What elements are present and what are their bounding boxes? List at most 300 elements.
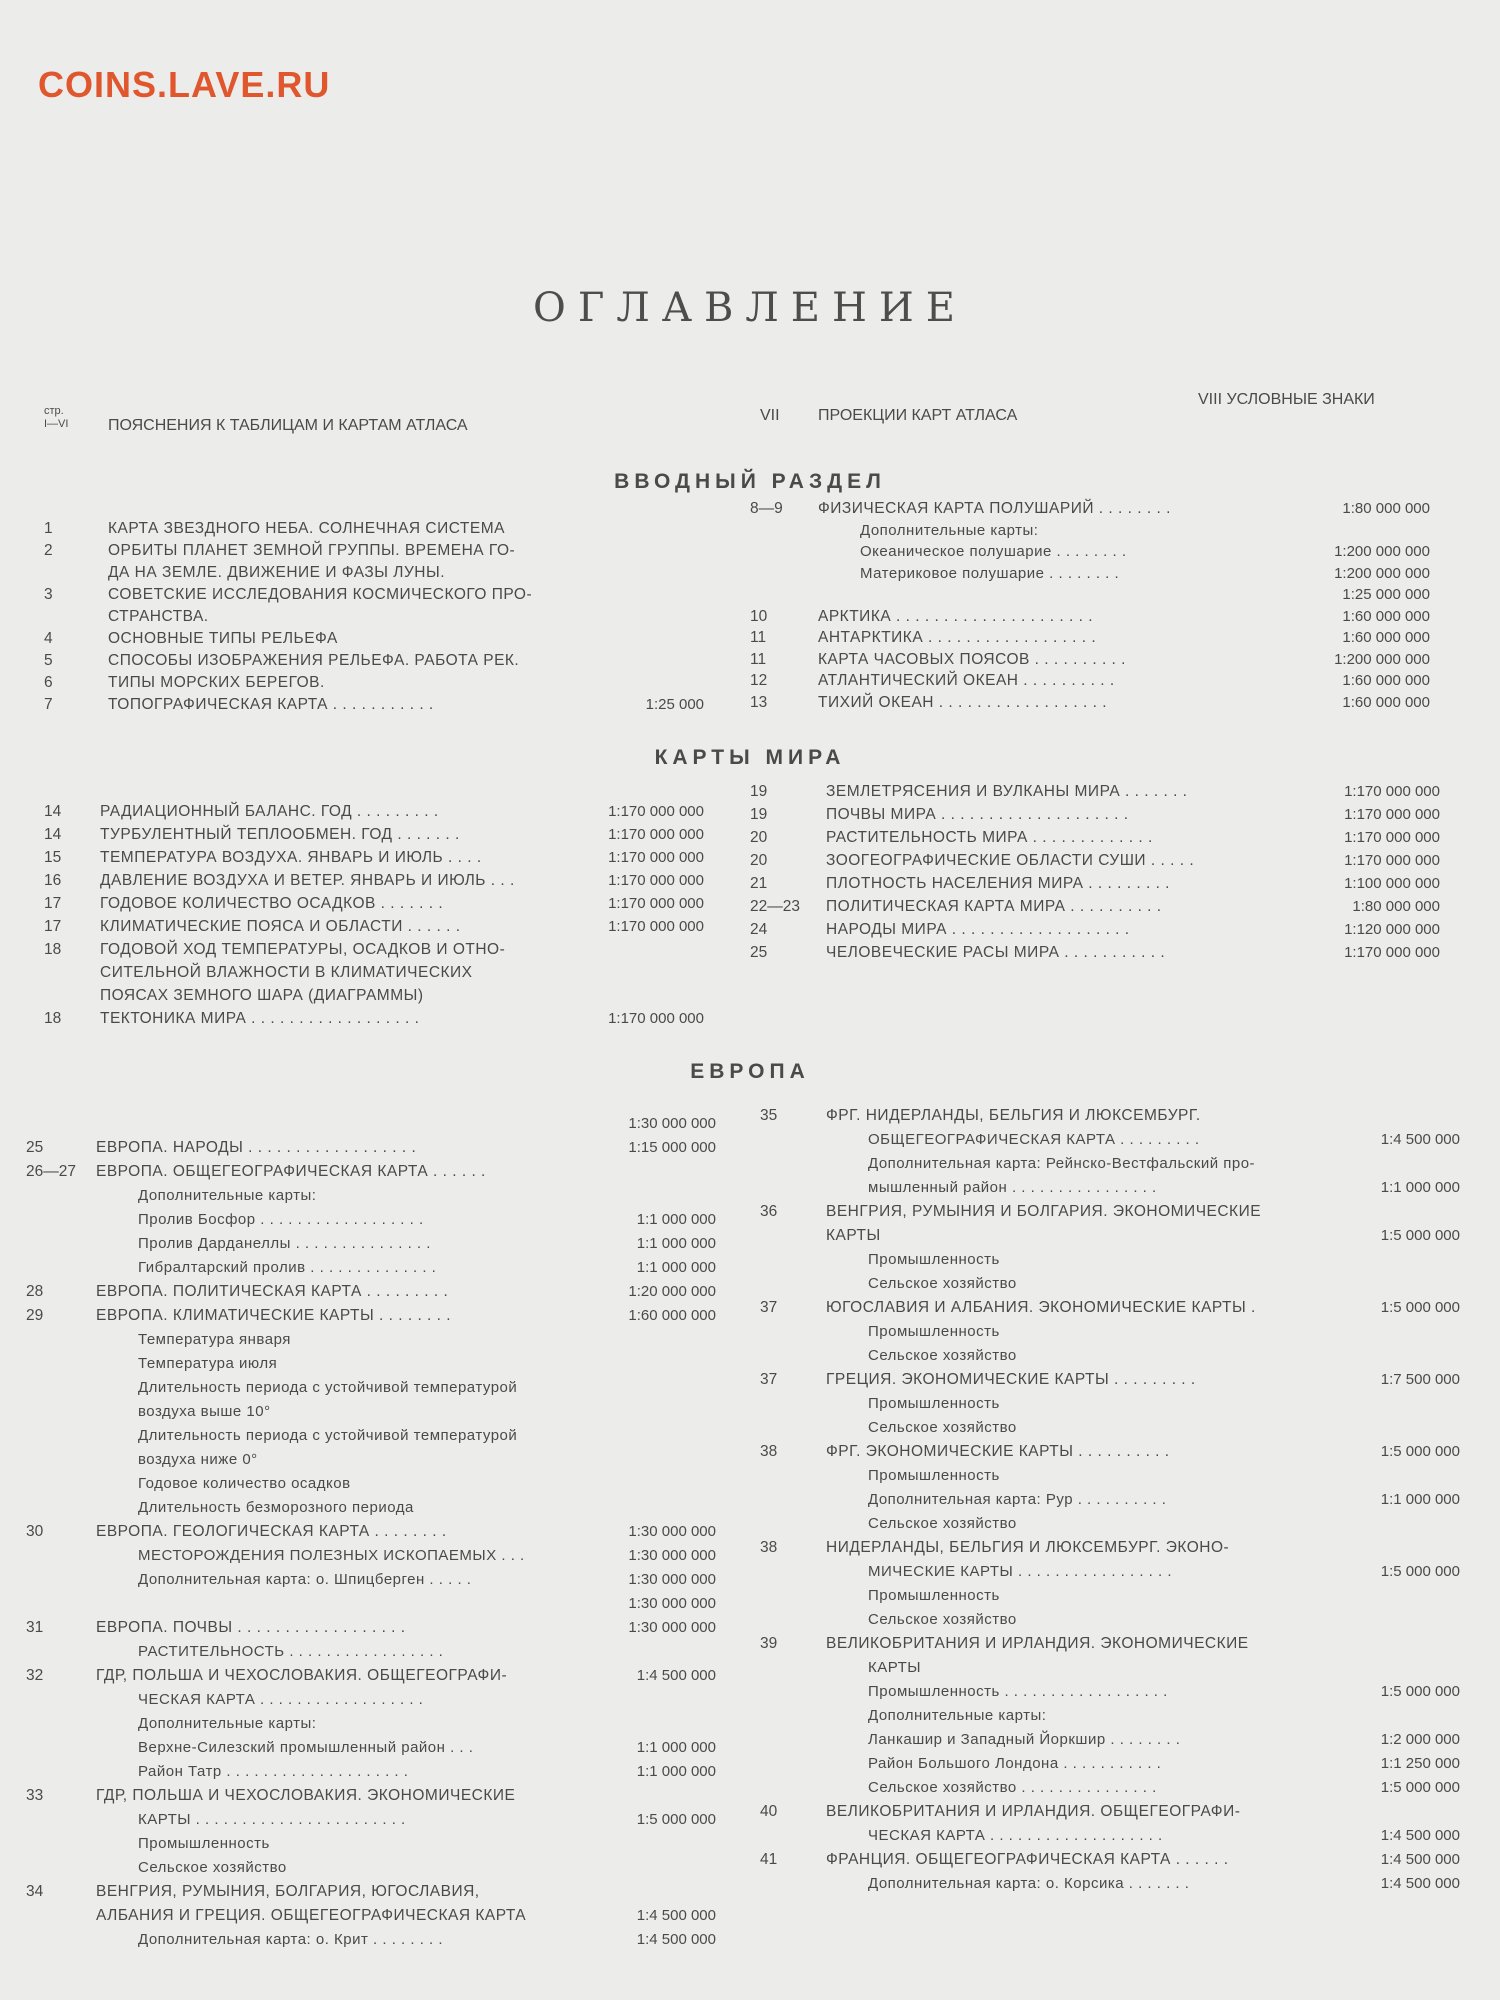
page-number: 12 (750, 672, 768, 689)
toc-entry-label: Верхне-Силезский промышленный район . . . (138, 1739, 474, 1756)
toc-entry-label: ГДР, ПОЛЬША И ЧЕХОСЛОВАКИЯ. ОБЩЕГЕОГРАФИ- (96, 1667, 508, 1684)
toc-entry (44, 672, 704, 694)
page-number: 25 (26, 1139, 44, 1156)
toc-entry (26, 1448, 716, 1472)
page-number: 36 (760, 1203, 778, 1220)
toc-entry (26, 1136, 716, 1160)
map-scale: 1:170 000 000 (608, 918, 704, 935)
map-scale: 1:4 500 000 (636, 1667, 716, 1684)
page-number: 21 (750, 875, 768, 892)
toc-entry (760, 1608, 1460, 1632)
toc-entry-label: Дополнительная карта: о. Шпицберген . . . . . (138, 1571, 472, 1588)
toc-column-intro-left (44, 518, 704, 716)
toc-entry (44, 846, 704, 869)
toc-entry (26, 1328, 716, 1352)
toc-entry-label: Материковое полушарие . . . . . . . . (860, 564, 1120, 582)
toc-entry-label: Промышленность (138, 1835, 270, 1852)
toc-entry-label: ЕВРОПА. НАРОДЫ . . . . . . . . . . . . . . . . . . (96, 1139, 417, 1156)
section-heading-intro: ВВОДНЫЙ РАЗДЕЛ (614, 470, 886, 493)
toc-entry (760, 1416, 1460, 1440)
toc-entry-label: МИЧЕСКИЕ КАРТЫ . . . . . . . . . . . . . . . . . (868, 1563, 1173, 1580)
toc-entry (44, 518, 704, 540)
toc-entry-label: АРКТИКА . . . . . . . . . . . . . . . . . . . . . (818, 607, 1094, 625)
page-number: 1 (44, 520, 53, 537)
toc-entry-label: РАСТИТЕЛЬНОСТЬ . . . . . . . . . . . . . . . . . (138, 1643, 444, 1660)
toc-entry (750, 498, 1430, 520)
toc-entry-label: мышленный район . . . . . . . . . . . . . . . . (868, 1179, 1157, 1196)
toc-entry (26, 1616, 716, 1640)
map-scale: 1:4 500 000 (1380, 1875, 1460, 1892)
page-number: 37 (760, 1299, 778, 1316)
toc-entry-label: Промышленность (868, 1467, 1000, 1484)
toc-entry-label: Дополнительные карты: (868, 1707, 1047, 1724)
map-scale: 1:80 000 000 (1342, 500, 1430, 517)
toc-entry (760, 1872, 1460, 1896)
toc-entry-label: ПОЯСАХ ЗЕМНОГО ШАРА (ДИАГРАММЫ) (100, 987, 424, 1004)
toc-entry (760, 1584, 1460, 1608)
map-scale: 1:170 000 000 (608, 803, 704, 820)
toc-entry-label: ПОЧВЫ МИРА . . . . . . . . . . . . . . . . . . . . (826, 806, 1129, 823)
toc-entry (44, 984, 704, 1007)
toc-entry-label: КАРТЫ (826, 1227, 881, 1244)
toc-entry (760, 1248, 1460, 1272)
toc-entry-label: НАРОДЫ МИРА . . . . . . . . . . . . . . . . . . . (826, 921, 1130, 938)
toc-entry (44, 869, 704, 892)
toc-entry (760, 1560, 1460, 1584)
toc-entry-label: ПРОЕКЦИИ КАРТ АТЛАСА (818, 407, 1018, 424)
map-scale: 1:200 000 000 (1334, 650, 1430, 668)
map-scale: 1:5 000 000 (1380, 1683, 1460, 1700)
toc-entry (26, 1496, 716, 1520)
toc-entry (760, 1224, 1460, 1248)
section-heading-europe: ЕВРОПА (690, 1060, 810, 1083)
toc-entry (750, 627, 1430, 649)
page-number: 18 (44, 941, 62, 958)
toc-entry-label: ГОДОВОЕ КОЛИЧЕСТВО ОСАДКОВ . . . . . . . (100, 895, 444, 912)
toc-entry (760, 1680, 1460, 1704)
toc-entry-label: РАСТИТЕЛЬНОСТЬ МИРА . . . . . . . . . . . . . (826, 829, 1153, 846)
toc-entry (750, 872, 1440, 895)
section-heading-world: КАРТЫ МИРА (654, 746, 846, 769)
map-scale: 1:5 000 000 (1380, 1779, 1460, 1796)
toc-entry-label: Температура июля (138, 1355, 278, 1372)
toc-entry (44, 961, 704, 984)
page-number: 32 (26, 1667, 44, 1684)
toc-entry-label: ТОПОГРАФИЧЕСКАЯ КАРТА . . . . . . . . . . . (108, 696, 434, 713)
page-title: ОГЛАВЛЕНИЕ (533, 285, 967, 331)
toc-entry (750, 780, 1440, 803)
toc-entry (760, 1104, 1460, 1128)
toc-entry-label: ТИХИЙ ОКЕАН . . . . . . . . . . . . . . . . . . (818, 693, 1108, 711)
toc-entry (26, 1376, 716, 1400)
toc-entry-label: ЕВРОПА. КЛИМАТИЧЕСКИЕ КАРТЫ . . . . . . . . (96, 1307, 452, 1324)
toc-entry (760, 1152, 1460, 1176)
map-scale: 1:170 000 000 (1344, 806, 1440, 823)
toc-entry (760, 1704, 1460, 1728)
toc-entry (750, 826, 1440, 849)
toc-column-world-left (44, 800, 704, 1030)
page-number: 35 (760, 1107, 778, 1124)
map-scale: 1:1 000 000 (636, 1739, 716, 1756)
map-scale: 1:100 000 000 (1344, 875, 1440, 892)
toc-entry-label: СИТЕЛЬНОЙ ВЛАЖНОСТИ В КЛИМАТИЧЕСКИХ (100, 964, 473, 981)
toc-entry (26, 1712, 716, 1736)
toc-entry-label: ЕВРОПА. ПОЧВЫ . . . . . . . . . . . . . . . . . . (96, 1619, 406, 1636)
toc-entry-label: Дополнительная карта: о. Крит . . . . . . . . (138, 1931, 444, 1948)
toc-entry (760, 1272, 1460, 1296)
toc-entry-label: Промышленность . . . . . . . . . . . . . . . . . . (868, 1683, 1168, 1700)
toc-entry-label: Промышленность (868, 1587, 1000, 1604)
toc-entry (44, 823, 704, 846)
toc-entry (760, 1632, 1460, 1656)
map-scale: 1:5 000 000 (1380, 1443, 1460, 1460)
toc-entry-label: VIII УСЛОВНЫЕ ЗНАКИ (1198, 391, 1375, 408)
toc-entry-label: Длительность периода с устойчивой температурой (138, 1427, 518, 1444)
toc-entry (44, 694, 704, 716)
watermark: COINS.LAVE.RU (38, 64, 331, 105)
toc-entry (26, 1400, 716, 1424)
toc-entry (44, 938, 704, 961)
toc-entry-label: АТЛАНТИЧЕСКИЙ ОКЕАН . . . . . . . . . . (818, 672, 1115, 689)
toc-entry (760, 1824, 1460, 1848)
page-number: 37 (760, 1371, 778, 1388)
toc-entry-label: КАРТА ЗВЕЗДНОГО НЕБА. СОЛНЕЧНАЯ СИСТЕМА (108, 520, 505, 537)
page-number: 41 (760, 1851, 778, 1868)
page-number: 24 (750, 921, 768, 938)
map-scale: 1:4 500 000 (1380, 1851, 1460, 1868)
toc-entry-label: Пролив Босфор . . . . . . . . . . . . . . . . . . (138, 1211, 424, 1228)
toc-entry-label: Сельское хозяйство (138, 1859, 287, 1876)
map-scale: 1:170 000 000 (1344, 783, 1440, 800)
page-number: 38 (760, 1539, 778, 1556)
toc-entry (750, 849, 1440, 872)
map-scale: 1:30 000 000 (628, 1547, 716, 1564)
page-number: 20 (750, 852, 768, 869)
toc-column-europe-left (26, 1112, 716, 1952)
toc-entry-label: Дополнительная карта: о. Корсика . . . . . . . (868, 1875, 1190, 1892)
toc-entry-label: ДАВЛЕНИЕ ВОЗДУХА И ВЕТЕР. ЯНВАРЬ И ИЮЛЬ . . . (100, 872, 515, 889)
toc-entry (26, 1736, 716, 1760)
toc-entry-label: Сельское хозяйство (868, 1515, 1017, 1532)
toc-entry-label: РАДИАЦИОННЫЙ БАЛАНС. ГОД . . . . . . . . . (100, 803, 439, 820)
toc-entry-label: Гибралтарский пролив . . . . . . . . . . . . . . (138, 1259, 437, 1276)
page-number: 19 (750, 783, 768, 800)
toc-entry-label: ГОДОВОЙ ХОД ТЕМПЕРАТУРЫ, ОСАДКОВ И ОТНО- (100, 941, 506, 958)
toc-entry-label: Сельское хозяйство (868, 1611, 1017, 1628)
map-scale: 1:30 000 000 (628, 1595, 716, 1612)
toc-entry (760, 1200, 1460, 1224)
map-scale: 1:60 000 000 (1342, 629, 1430, 646)
page-number: 6 (44, 674, 53, 691)
toc-entry (750, 941, 1440, 964)
toc-entry (26, 1352, 716, 1376)
toc-entry-label: ТИПЫ МОРСКИХ БЕРЕГОВ. (108, 674, 325, 691)
toc-entry-label: Дополнительная карта: Рейнско-Вестфальский про- (868, 1155, 1256, 1172)
page-number: 11 (750, 650, 767, 668)
map-scale: 1:15 000 000 (628, 1139, 716, 1156)
page-number: 17 (44, 918, 62, 935)
toc-entry (26, 1424, 716, 1448)
toc-entry-label: ФРГ. ЭКОНОМИЧЕСКИЕ КАРТЫ . . . . . . . . . . (826, 1443, 1170, 1460)
toc-entry (26, 1544, 716, 1568)
toc-entry (44, 628, 704, 650)
toc-entry-label: воздуха выше 10° (138, 1403, 271, 1420)
map-scale: 1:5 000 000 (1380, 1227, 1460, 1244)
toc-entry-label: воздуха ниже 0° (138, 1451, 258, 1468)
page-number: 2 (44, 542, 53, 559)
toc-entry-label: КАРТЫ (868, 1659, 922, 1676)
toc-entry-label: ВЕЛИКОБРИТАНИЯ И ИРЛАНДИЯ. ОБЩЕГЕОГРАФИ- (826, 1803, 1241, 1820)
map-scale: 1:60 000 000 (1342, 672, 1430, 689)
toc-entry-label: Сельское хозяйство (868, 1275, 1017, 1292)
toc-entry (26, 1232, 716, 1256)
toc-entry-label: ГРЕЦИЯ. ЭКОНОМИЧЕСКИЕ КАРТЫ . . . . . . . . . (826, 1371, 1196, 1388)
toc-entry-label: Пролив Дарданеллы . . . . . . . . . . . . . . . (138, 1235, 431, 1252)
toc-entry (26, 1472, 716, 1496)
toc-entry (44, 650, 704, 672)
toc-entry (760, 1776, 1460, 1800)
map-scale: 1:1 250 000 (1380, 1755, 1460, 1772)
toc-entry-label: Дополнительные карты: (860, 521, 1039, 539)
toc-entry-label: Длительность периода с устойчивой температурой (138, 1379, 518, 1396)
map-scale: 1:20 000 000 (628, 1283, 716, 1300)
toc-entry (26, 1592, 716, 1616)
map-scale: 1:25 000 (645, 696, 704, 713)
toc-entry (760, 1344, 1460, 1368)
toc-entry-label: Район Большого Лондона . . . . . . . . . . . (868, 1755, 1162, 1772)
toc-entry (26, 1184, 716, 1208)
toc-entry-label: ТЕКТОНИКА МИРА . . . . . . . . . . . . . . . . . . (100, 1010, 420, 1027)
toc-entry (760, 1800, 1460, 1824)
toc-entry (750, 803, 1440, 826)
toc-entry (44, 915, 704, 938)
toc-entry-label: Промышленность (868, 1395, 1000, 1412)
page-number: 33 (26, 1787, 44, 1804)
map-scale: 1:200 000 000 (1334, 564, 1430, 582)
toc-entry-label: ВЕЛИКОБРИТАНИЯ И ИРЛАНДИЯ. ЭКОНОМИЧЕСКИЕ (826, 1635, 1249, 1652)
toc-entry-label: ОБЩЕГЕОГРАФИЧЕСКАЯ КАРТА . . . . . . . . . (868, 1131, 1200, 1148)
toc-entry-label: Промышленность (868, 1251, 1000, 1268)
toc-entry-label: ФИЗИЧЕСКАЯ КАРТА ПОЛУШАРИЙ . . . . . . . . (818, 500, 1171, 517)
toc-entry (760, 1128, 1460, 1152)
toc-entry (26, 1520, 716, 1544)
toc-entry (760, 1752, 1460, 1776)
toc-entry-label: ЮГОСЛАВИЯ И АЛБАНИЯ. ЭКОНОМИЧЕСКИЕ КАРТЫ . (826, 1299, 1256, 1316)
map-scale: 1:170 000 000 (608, 895, 704, 912)
toc-entry-label: ЕВРОПА. ОБЩЕГЕОГРАФИЧЕСКАЯ КАРТА . . . . . . (96, 1163, 486, 1180)
toc-column-europe-right (760, 1104, 1460, 1896)
page-number: 10 (750, 607, 768, 625)
toc-entry-label: ТУРБУЛЕНТНЫЙ ТЕПЛООБМЕН. ГОД . . . . . . . (100, 826, 460, 843)
toc-entry (760, 1536, 1460, 1560)
toc-entry (26, 1808, 716, 1832)
map-scale: 1:170 000 000 (1344, 944, 1440, 961)
page-number: 15 (44, 849, 62, 866)
toc-entry (44, 800, 704, 823)
toc-entry-label: СОВЕТСКИЕ ИССЛЕДОВАНИЯ КОСМИЧЕСКОГО ПРО- (108, 586, 533, 603)
toc-entry (26, 1568, 716, 1592)
toc-entry (760, 1848, 1460, 1872)
page-number: 5 (44, 652, 53, 669)
toc-entry (26, 1664, 716, 1688)
toc-entry-label: КАРТЫ . . . . . . . . . . . . . . . . . . . . . . . (138, 1811, 406, 1828)
toc-entry (26, 1304, 716, 1328)
page-number: 20 (750, 829, 768, 846)
toc-entry (26, 1856, 716, 1880)
page-number: 16 (44, 872, 62, 889)
page-number: 3 (44, 586, 53, 603)
toc-entry-label: ЕВРОПА. ГЕОЛОГИЧЕСКАЯ КАРТА . . . . . . . . (96, 1523, 447, 1540)
map-scale: 1:30 000 000 (628, 1619, 716, 1636)
map-scale: 1:80 000 000 (1352, 898, 1440, 915)
map-scale: 1:120 000 000 (1344, 921, 1440, 938)
map-scale: 1:200 000 000 (1334, 543, 1430, 560)
toc-entry-label: Температура января (138, 1331, 291, 1348)
toc-entry (44, 562, 704, 584)
map-scale: 1:170 000 000 (608, 872, 704, 889)
page-number: 4 (44, 630, 53, 647)
toc-entry (750, 918, 1440, 941)
page-number: 17 (44, 895, 62, 912)
page-number: стр. I—VI (44, 405, 69, 430)
page-number: 40 (760, 1803, 778, 1820)
toc-entry (750, 895, 1440, 918)
map-scale: 1:25 000 000 (1342, 586, 1430, 603)
toc-entry-label: Район Татр . . . . . . . . . . . . . . . . . . . . (138, 1763, 409, 1780)
toc-entry-label: ДА НА ЗЕМЛЕ. ДВИЖЕНИЕ И ФАЗЫ ЛУНЫ. (108, 564, 446, 581)
map-scale: 1:60 000 000 (1342, 693, 1430, 711)
toc-entry (44, 540, 704, 562)
toc-entry-label: КЛИМАТИЧЕСКИЕ ПОЯСА И ОБЛАСТИ . . . . . . (100, 918, 461, 935)
page-number: VII (760, 407, 780, 424)
map-scale: 1:4 500 000 (636, 1931, 716, 1948)
toc-column-world-right (750, 780, 1440, 964)
toc-entry (26, 1832, 716, 1856)
toc-entry-label: ЧЕСКАЯ КАРТА . . . . . . . . . . . . . . . . . . . (868, 1827, 1163, 1844)
page-number: 38 (760, 1443, 778, 1460)
toc-entry (750, 541, 1430, 563)
toc-entry (44, 584, 704, 606)
page-number: 11 (750, 629, 767, 646)
toc-entry (26, 1760, 716, 1784)
toc-entry (760, 1512, 1460, 1536)
toc-entry (750, 606, 1430, 628)
toc-entry-label: Океаническое полушарие . . . . . . . . (860, 543, 1127, 560)
toc-entry (750, 692, 1430, 714)
toc-entry (26, 1688, 716, 1712)
toc-entry (26, 1640, 716, 1664)
toc-entry-label: АЛБАНИЯ И ГРЕЦИЯ. ОБЩЕГЕОГРАФИЧЕСКАЯ КАРТА (96, 1907, 527, 1924)
page-number: 18 (44, 1010, 62, 1027)
toc-entry (44, 606, 704, 628)
toc-entry-label: ПОЛИТИЧЕСКАЯ КАРТА МИРА . . . . . . . . . . (826, 898, 1162, 915)
page-number: 39 (760, 1635, 778, 1652)
toc-entry-label: ЕВРОПА. ПОЛИТИЧЕСКАЯ КАРТА . . . . . . . . . (96, 1283, 449, 1300)
toc-entry (26, 1880, 716, 1904)
page-number: 30 (26, 1523, 44, 1540)
toc-entry (44, 892, 704, 915)
toc-entry-label: ПОЯСНЕНИЯ К ТАБЛИЦАМ И КАРТАМ АТЛАСА (108, 417, 468, 434)
toc-entry (750, 649, 1430, 671)
map-scale: 1:170 000 000 (608, 1010, 704, 1027)
toc-entry-label: ЧЕСКАЯ КАРТА . . . . . . . . . . . . . . . . . . (138, 1691, 424, 1708)
toc-entry-label: АНТАРКТИКА . . . . . . . . . . . . . . . . . . (818, 629, 1097, 646)
toc-entry-label: Годовое количество осадков (138, 1475, 351, 1492)
toc-entry (26, 1208, 716, 1232)
map-scale: 1:170 000 000 (1344, 829, 1440, 846)
page-number: 28 (26, 1283, 44, 1300)
map-scale: 1:4 500 000 (636, 1907, 716, 1924)
toc-entry-label: Дополнительные карты: (138, 1715, 317, 1732)
toc-entry (760, 1464, 1460, 1488)
toc-entry (760, 1488, 1460, 1512)
map-scale: 1:1 000 000 (1380, 1179, 1460, 1196)
toc-entry-label: Сельское хозяйство (868, 1347, 1017, 1364)
page-number: 22—23 (750, 898, 800, 915)
map-scale: 1:4 500 000 (1380, 1827, 1460, 1844)
page-number: 13 (750, 693, 768, 711)
page-number: 19 (750, 806, 768, 823)
map-scale: 1:7 500 000 (1380, 1371, 1460, 1388)
toc-entry-label: КАРТА ЧАСОВЫХ ПОЯСОВ . . . . . . . . . . (818, 650, 1126, 668)
page-number: 34 (26, 1883, 44, 1900)
toc-entry (760, 1392, 1460, 1416)
map-scale: 1:170 000 000 (608, 849, 704, 866)
map-scale: 1:60 000 000 (1342, 607, 1430, 625)
page-number: 25 (750, 944, 768, 961)
page-number: 26—27 (26, 1163, 76, 1180)
toc-entry (44, 1007, 704, 1030)
map-scale: 1:1 000 000 (636, 1235, 716, 1252)
toc-entry-label: Сельское хозяйство (868, 1419, 1017, 1436)
toc-entry-label: ПЛОТНОСТЬ НАСЕЛЕНИЯ МИРА . . . . . . . . . (826, 875, 1170, 892)
toc-entry (26, 1928, 716, 1952)
toc-entry-label: ГДР, ПОЛЬША И ЧЕХОСЛОВАКИЯ. ЭКОНОМИЧЕСКИЕ (96, 1787, 516, 1804)
toc-entry-label: ТЕМПЕРАТУРА ВОЗДУХА. ЯНВАРЬ И ИЮЛЬ . . . . (100, 849, 482, 866)
toc-entry (26, 1280, 716, 1304)
toc-entry (760, 1440, 1460, 1464)
toc-entry-label: ОСНОВНЫЕ ТИПЫ РЕЛЬЕФА (108, 630, 338, 647)
toc-entry (760, 1320, 1460, 1344)
toc-entry (750, 584, 1430, 606)
page-number: 29 (26, 1307, 44, 1324)
map-scale: 1:60 000 000 (628, 1307, 716, 1324)
page-number: 31 (26, 1619, 44, 1636)
toc-entry (760, 1176, 1460, 1200)
toc-entry-label: Ланкашир и Западный Йоркшир . . . . . . . . (868, 1731, 1181, 1748)
map-scale: 1:30 000 000 (628, 1115, 716, 1132)
toc-entry (750, 670, 1430, 692)
page-number: 14 (44, 826, 62, 843)
toc-entry-label: ВЕНГРИЯ, РУМЫНИЯ И БОЛГАРИЯ. ЭКОНОМИЧЕСКИЕ (826, 1203, 1262, 1220)
map-scale: 1:1 000 000 (1380, 1491, 1460, 1508)
toc-front-matter (0, 391, 1500, 445)
map-scale: 1:5 000 000 (1380, 1563, 1460, 1580)
map-scale: 1:1 000 000 (636, 1211, 716, 1228)
map-scale: 1:170 000 000 (608, 826, 704, 843)
page-number: 8—9 (750, 500, 783, 517)
toc-entry-label: Сельское хозяйство . . . . . . . . . . . . . . . (868, 1779, 1157, 1796)
toc-entry-label: Дополнительная карта: Рур . . . . . . . . . . (868, 1491, 1167, 1508)
toc-entry-label: ЗООГЕОГРАФИЧЕСКИЕ ОБЛАСТИ СУШИ . . . . . (826, 852, 1195, 869)
map-scale: 1:1 000 000 (636, 1763, 716, 1780)
toc-entry-label: ФРАНЦИЯ. ОБЩЕГЕОГРАФИЧЕСКАЯ КАРТА . . . . . . (826, 1851, 1229, 1868)
toc-entry (750, 520, 1430, 542)
toc-entry-label: Дополнительные карты: (138, 1187, 317, 1204)
toc-entry-label: ОРБИТЫ ПЛАНЕТ ЗЕМНОЙ ГРУППЫ. ВРЕМЕНА ГО- (108, 542, 516, 559)
map-scale: 1:5 000 000 (636, 1811, 716, 1828)
toc-entry (26, 1112, 716, 1136)
